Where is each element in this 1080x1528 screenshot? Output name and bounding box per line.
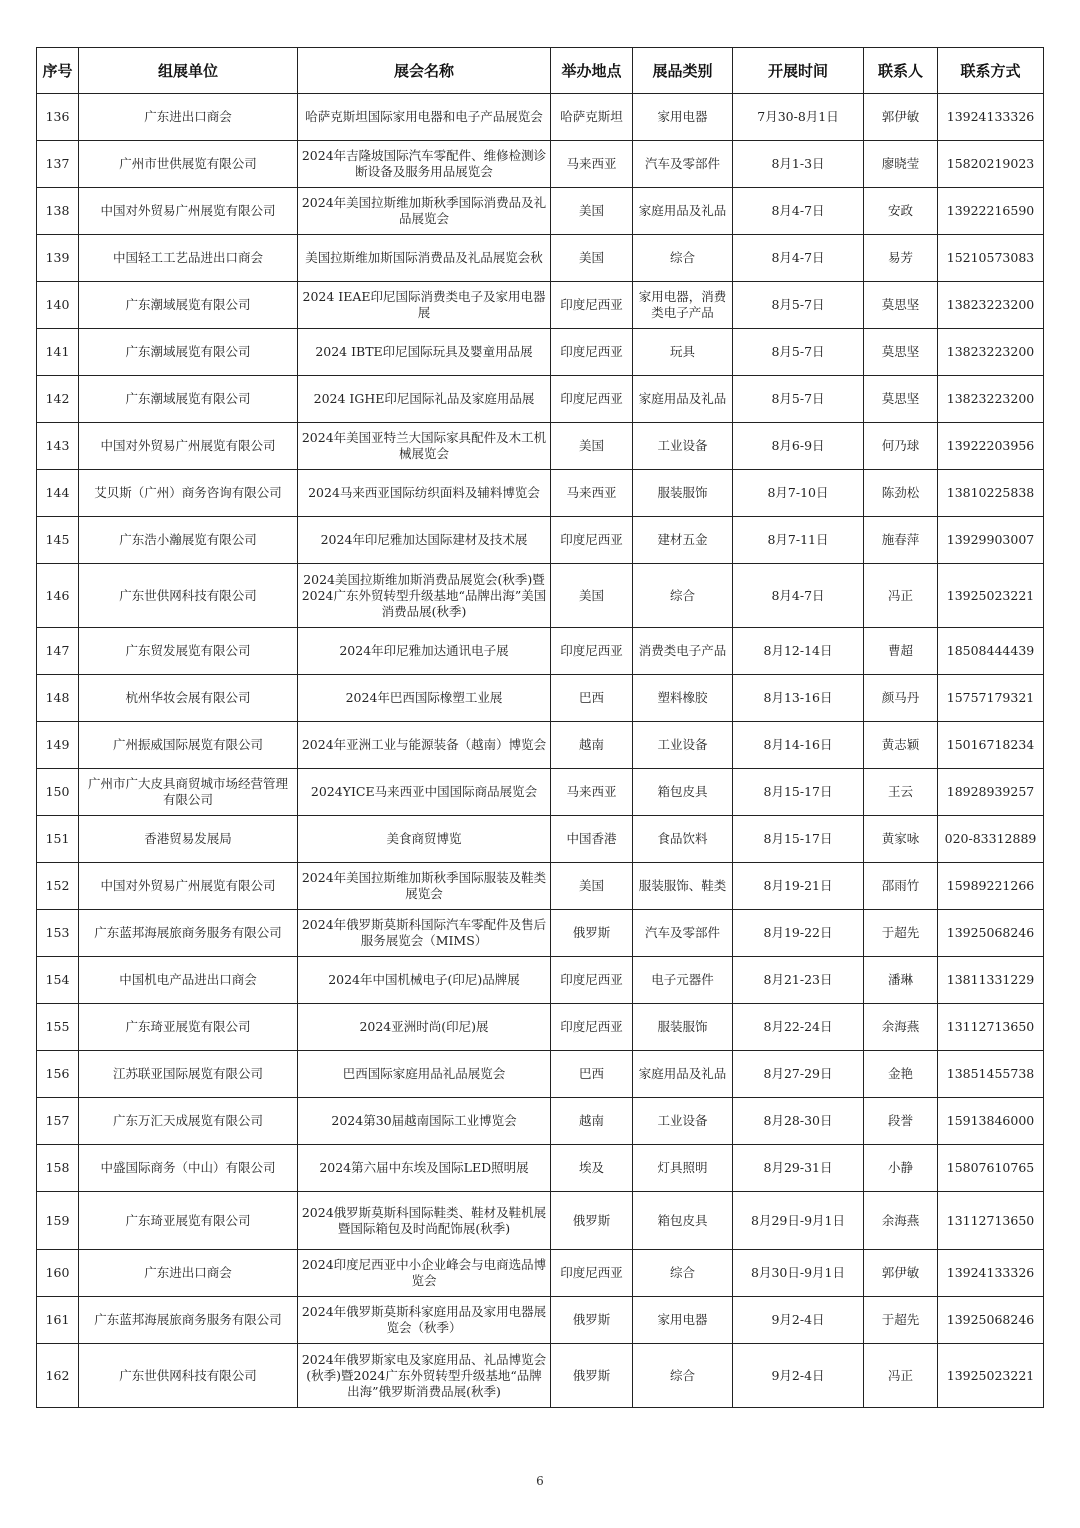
cell-place: 中国香港	[551, 816, 633, 863]
cell-org: 广东贸发展览有限公司	[79, 628, 298, 675]
cell-org: 中国机电产品进出口商会	[79, 957, 298, 1004]
cell-date: 8月15-17日	[733, 769, 864, 816]
cell-place: 美国	[551, 235, 633, 282]
cell-contact: 于超先	[864, 910, 938, 957]
cell-org: 杭州华妆会展有限公司	[79, 675, 298, 722]
cell-contact: 于超先	[864, 1297, 938, 1344]
cell-phone: 15820219023	[938, 141, 1044, 188]
cell-category: 电子元器件	[633, 957, 733, 1004]
cell-contact: 黄家咏	[864, 816, 938, 863]
table-row	[37, 1192, 1044, 1250]
cell-no: 153	[37, 910, 79, 957]
cell-date: 9月2-4日	[733, 1344, 864, 1408]
cell-contact: 冯正	[864, 564, 938, 628]
cell-name: 2024年美国拉斯维加斯秋季国际消费品及礼品展览会	[298, 188, 551, 235]
cell-contact: 潘琳	[864, 957, 938, 1004]
cell-name: 2024年俄罗斯家电及家庭用品、礼品博览会(秋季)暨2024广东外贸转型升级基地“品牌出海”俄罗斯消费品展(秋季)	[298, 1344, 551, 1408]
cell-place: 马来西亚	[551, 769, 633, 816]
table-row	[37, 1098, 1044, 1145]
cell-no: 160	[37, 1250, 79, 1297]
table-row	[37, 188, 1044, 235]
cell-phone: 13925068246	[938, 910, 1044, 957]
cell-contact: 余海燕	[864, 1004, 938, 1051]
cell-date: 8月5-7日	[733, 282, 864, 329]
cell-date: 8月19-22日	[733, 910, 864, 957]
cell-name: 2024YICE马来西亚中国国际商品展览会	[298, 769, 551, 816]
table-header-row	[37, 48, 1044, 94]
cell-phone: 13823223200	[938, 282, 1044, 329]
cell-contact: 黄志颖	[864, 722, 938, 769]
cell-name: 2024年美国亚特兰大国际家具配件及木工机械展览会	[298, 423, 551, 470]
cell-no: 158	[37, 1145, 79, 1192]
cell-org: 广州市广大皮具商贸城市场经营管理有限公司	[79, 769, 298, 816]
table-row	[37, 722, 1044, 769]
header-phone: 联系方式	[938, 48, 1044, 94]
cell-place: 美国	[551, 564, 633, 628]
cell-org: 广州市世供展览有限公司	[79, 141, 298, 188]
cell-no: 162	[37, 1344, 79, 1408]
cell-place: 美国	[551, 188, 633, 235]
cell-phone: 13823223200	[938, 329, 1044, 376]
cell-date: 8月4-7日	[733, 188, 864, 235]
cell-place: 印度尼西亚	[551, 376, 633, 423]
table-row	[37, 769, 1044, 816]
header-no: 序号	[37, 48, 79, 94]
cell-date: 8月30日-9月1日	[733, 1250, 864, 1297]
cell-name: 2024年中国机械电子(印尼)品牌展	[298, 957, 551, 1004]
cell-category: 汽车及零部件	[633, 910, 733, 957]
cell-org: 广东蓝邦海展旅商务服务有限公司	[79, 910, 298, 957]
cell-phone: 15757179321	[938, 675, 1044, 722]
cell-category: 服装服饰、鞋类	[633, 863, 733, 910]
cell-no: 139	[37, 235, 79, 282]
cell-date: 7月30-8月1日	[733, 94, 864, 141]
cell-place: 美国	[551, 423, 633, 470]
header-date: 开展时间	[733, 48, 864, 94]
table-row	[37, 94, 1044, 141]
cell-name: 2024年俄罗斯莫斯科家庭用品及家用电器展览会（秋季）	[298, 1297, 551, 1344]
cell-place: 印度尼西亚	[551, 628, 633, 675]
cell-org: 广州振威国际展览有限公司	[79, 722, 298, 769]
cell-date: 8月22-24日	[733, 1004, 864, 1051]
cell-date: 9月2-4日	[733, 1297, 864, 1344]
cell-category: 箱包皮具	[633, 769, 733, 816]
cell-phone: 13922216590	[938, 188, 1044, 235]
cell-org: 中国对外贸易广州展览有限公司	[79, 188, 298, 235]
cell-no: 142	[37, 376, 79, 423]
cell-no: 136	[37, 94, 79, 141]
cell-contact: 余海燕	[864, 1192, 938, 1250]
table-row	[37, 1004, 1044, 1051]
cell-org: 广东潮域展览有限公司	[79, 329, 298, 376]
cell-phone: 13811331229	[938, 957, 1044, 1004]
cell-no: 137	[37, 141, 79, 188]
table-row	[37, 1145, 1044, 1192]
cell-org: 艾贝斯（广州）商务咨询有限公司	[79, 470, 298, 517]
cell-name: 2024年俄罗斯莫斯科国际汽车零配件及售后服务展览会（MIMS）	[298, 910, 551, 957]
cell-contact: 王云	[864, 769, 938, 816]
cell-phone: 13112713650	[938, 1192, 1044, 1250]
cell-date: 8月5-7日	[733, 376, 864, 423]
cell-category: 家庭用品及礼品	[633, 188, 733, 235]
cell-date: 8月28-30日	[733, 1098, 864, 1145]
cell-org: 广东万汇天成展览有限公司	[79, 1098, 298, 1145]
table-row	[37, 517, 1044, 564]
table-row	[37, 1297, 1044, 1344]
cell-contact: 邵雨竹	[864, 863, 938, 910]
table-row	[37, 675, 1044, 722]
cell-contact: 冯正	[864, 1344, 938, 1408]
cell-contact: 陈劲松	[864, 470, 938, 517]
cell-name: 2024年吉隆坡国际汽车零配件、维修检测诊断设备及服务用品展览会	[298, 141, 551, 188]
cell-no: 157	[37, 1098, 79, 1145]
cell-contact: 郭伊敏	[864, 1250, 938, 1297]
cell-date: 8月15-17日	[733, 816, 864, 863]
cell-no: 149	[37, 722, 79, 769]
cell-phone: 15913846000	[938, 1098, 1044, 1145]
cell-category: 塑料橡胶	[633, 675, 733, 722]
cell-date: 8月29日-9月1日	[733, 1192, 864, 1250]
cell-no: 151	[37, 816, 79, 863]
cell-category: 工业设备	[633, 1098, 733, 1145]
cell-name: 2024马来西亚国际纺织面料及辅料博览会	[298, 470, 551, 517]
cell-phone: 13823223200	[938, 376, 1044, 423]
table-row	[37, 282, 1044, 329]
cell-no: 145	[37, 517, 79, 564]
cell-phone: 13112713650	[938, 1004, 1044, 1051]
cell-org: 中国对外贸易广州展览有限公司	[79, 863, 298, 910]
cell-date: 8月6-9日	[733, 423, 864, 470]
cell-no: 148	[37, 675, 79, 722]
cell-org: 中盛国际商务（中山）有限公司	[79, 1145, 298, 1192]
cell-place: 印度尼西亚	[551, 1250, 633, 1297]
cell-category: 汽车及零部件	[633, 141, 733, 188]
cell-category: 综合	[633, 1250, 733, 1297]
cell-contact: 段誉	[864, 1098, 938, 1145]
cell-place: 印度尼西亚	[551, 957, 633, 1004]
cell-no: 155	[37, 1004, 79, 1051]
cell-place: 越南	[551, 722, 633, 769]
cell-no: 161	[37, 1297, 79, 1344]
cell-name: 巴西国际家庭用品礼品展览会	[298, 1051, 551, 1098]
cell-category: 玩具	[633, 329, 733, 376]
cell-name: 2024俄罗斯莫斯科国际鞋类、鞋材及鞋机展暨国际箱包及时尚配饰展(秋季)	[298, 1192, 551, 1250]
header-category: 展品类别	[633, 48, 733, 94]
cell-name: 2024年美国拉斯维加斯秋季国际服装及鞋类展览会	[298, 863, 551, 910]
cell-org: 广东世供网科技有限公司	[79, 564, 298, 628]
cell-phone: 15016718234	[938, 722, 1044, 769]
cell-category: 灯具照明	[633, 1145, 733, 1192]
cell-date: 8月21-23日	[733, 957, 864, 1004]
cell-org: 香港贸易发展局	[79, 816, 298, 863]
cell-date: 8月19-21日	[733, 863, 864, 910]
header-place: 举办地点	[551, 48, 633, 94]
header-org: 组展单位	[79, 48, 298, 94]
table-row	[37, 628, 1044, 675]
cell-phone: 13922203956	[938, 423, 1044, 470]
cell-phone: 18928939257	[938, 769, 1044, 816]
cell-org: 广东浩小瀚展览有限公司	[79, 517, 298, 564]
cell-category: 综合	[633, 1344, 733, 1408]
cell-no: 143	[37, 423, 79, 470]
table-row	[37, 1344, 1044, 1408]
cell-date: 8月14-16日	[733, 722, 864, 769]
cell-place: 巴西	[551, 675, 633, 722]
cell-contact: 莫思坚	[864, 329, 938, 376]
cell-org: 广东潮域展览有限公司	[79, 376, 298, 423]
cell-no: 141	[37, 329, 79, 376]
cell-no: 147	[37, 628, 79, 675]
cell-contact: 安政	[864, 188, 938, 235]
cell-place: 印度尼西亚	[551, 282, 633, 329]
cell-phone: 15989221266	[938, 863, 1044, 910]
cell-category: 消费类电子产品	[633, 628, 733, 675]
cell-category: 服装服饰	[633, 470, 733, 517]
cell-place: 俄罗斯	[551, 1344, 633, 1408]
cell-contact: 金艳	[864, 1051, 938, 1098]
cell-org: 广东蓝邦海展旅商务服务有限公司	[79, 1297, 298, 1344]
cell-name: 美食商贸博览	[298, 816, 551, 863]
table-row	[37, 470, 1044, 517]
cell-contact: 颜马丹	[864, 675, 938, 722]
cell-org: 广东潮域展览有限公司	[79, 282, 298, 329]
table-row	[37, 329, 1044, 376]
cell-category: 家庭用品及礼品	[633, 376, 733, 423]
cell-date: 8月7-11日	[733, 517, 864, 564]
cell-name: 2024第30届越南国际工业博览会	[298, 1098, 551, 1145]
cell-phone: 13810225838	[938, 470, 1044, 517]
cell-phone: 13851455738	[938, 1051, 1044, 1098]
cell-category: 家用电器	[633, 1297, 733, 1344]
cell-place: 俄罗斯	[551, 1297, 633, 1344]
cell-phone: 13924133326	[938, 94, 1044, 141]
cell-no: 152	[37, 863, 79, 910]
cell-place: 巴西	[551, 1051, 633, 1098]
cell-phone: 020-83312889	[938, 816, 1044, 863]
cell-name: 2024年印尼雅加达通讯电子展	[298, 628, 551, 675]
table-row	[37, 423, 1044, 470]
cell-phone: 13929903007	[938, 517, 1044, 564]
cell-contact: 莫思坚	[864, 282, 938, 329]
cell-contact: 小静	[864, 1145, 938, 1192]
cell-org: 广东琦亚展览有限公司	[79, 1004, 298, 1051]
cell-name: 2024 IEAE印尼国际消费类电子及家用电器展	[298, 282, 551, 329]
cell-name: 2024第六届中东埃及国际LED照明展	[298, 1145, 551, 1192]
table-row	[37, 816, 1044, 863]
table-row	[37, 235, 1044, 282]
cell-org: 广东世供网科技有限公司	[79, 1344, 298, 1408]
cell-no: 138	[37, 188, 79, 235]
cell-no: 154	[37, 957, 79, 1004]
cell-phone: 13925023221	[938, 1344, 1044, 1408]
cell-place: 哈萨克斯坦	[551, 94, 633, 141]
cell-place: 埃及	[551, 1145, 633, 1192]
cell-date: 8月13-16日	[733, 675, 864, 722]
cell-date: 8月1-3日	[733, 141, 864, 188]
cell-date: 8月12-14日	[733, 628, 864, 675]
cell-place: 印度尼西亚	[551, 1004, 633, 1051]
cell-contact: 曹超	[864, 628, 938, 675]
cell-place: 美国	[551, 863, 633, 910]
cell-place: 马来西亚	[551, 470, 633, 517]
exhibition-table	[36, 47, 1044, 1408]
cell-name: 美国拉斯维加斯国际消费品及礼品展览会秋	[298, 235, 551, 282]
cell-org: 广东琦亚展览有限公司	[79, 1192, 298, 1250]
header-contact: 联系人	[864, 48, 938, 94]
cell-phone: 18508444439	[938, 628, 1044, 675]
cell-no: 156	[37, 1051, 79, 1098]
table-row	[37, 1250, 1044, 1297]
cell-no: 146	[37, 564, 79, 628]
cell-org: 广东进出口商会	[79, 1250, 298, 1297]
cell-category: 工业设备	[633, 722, 733, 769]
cell-category: 建材五金	[633, 517, 733, 564]
cell-org: 中国轻工工艺品进出口商会	[79, 235, 298, 282]
cell-date: 8月7-10日	[733, 470, 864, 517]
cell-place: 印度尼西亚	[551, 329, 633, 376]
cell-place: 马来西亚	[551, 141, 633, 188]
cell-contact: 郭伊敏	[864, 94, 938, 141]
cell-no: 144	[37, 470, 79, 517]
cell-contact: 施春萍	[864, 517, 938, 564]
cell-name: 2024美国拉斯维加斯消费品展览会(秋季)暨2024广东外贸转型升级基地“品牌出海”美国消费品展(秋季)	[298, 564, 551, 628]
table-row	[37, 910, 1044, 957]
cell-name: 2024 IBTE印尼国际玩具及婴童用品展	[298, 329, 551, 376]
cell-name: 哈萨克斯坦国际家用电器和电子产品展览会	[298, 94, 551, 141]
cell-category: 服装服饰	[633, 1004, 733, 1051]
cell-org: 中国对外贸易广州展览有限公司	[79, 423, 298, 470]
cell-phone: 13925068246	[938, 1297, 1044, 1344]
cell-date: 8月29-31日	[733, 1145, 864, 1192]
cell-phone: 13925023221	[938, 564, 1044, 628]
table-row	[37, 1051, 1044, 1098]
cell-date: 8月4-7日	[733, 564, 864, 628]
table-row	[37, 863, 1044, 910]
cell-category: 食品饮料	[633, 816, 733, 863]
header-name: 展会名称	[298, 48, 551, 94]
cell-place: 印度尼西亚	[551, 517, 633, 564]
table-row	[37, 957, 1044, 1004]
cell-date: 8月27-29日	[733, 1051, 864, 1098]
cell-category: 综合	[633, 564, 733, 628]
cell-place: 越南	[551, 1098, 633, 1145]
cell-phone: 15807610765	[938, 1145, 1044, 1192]
cell-place: 俄罗斯	[551, 1192, 633, 1250]
table-row	[37, 376, 1044, 423]
cell-phone: 13924133326	[938, 1250, 1044, 1297]
cell-contact: 廖晓莹	[864, 141, 938, 188]
cell-category: 箱包皮具	[633, 1192, 733, 1250]
cell-name: 2024亚洲时尚(印尼)展	[298, 1004, 551, 1051]
cell-no: 140	[37, 282, 79, 329]
cell-no: 150	[37, 769, 79, 816]
cell-name: 2024 IGHE印尼国际礼品及家庭用品展	[298, 376, 551, 423]
cell-date: 8月5-7日	[733, 329, 864, 376]
cell-date: 8月4-7日	[733, 235, 864, 282]
cell-no: 159	[37, 1192, 79, 1250]
cell-category: 综合	[633, 235, 733, 282]
cell-category: 工业设备	[633, 423, 733, 470]
cell-phone: 15210573083	[938, 235, 1044, 282]
cell-contact: 何乃球	[864, 423, 938, 470]
cell-place: 俄罗斯	[551, 910, 633, 957]
table-row	[37, 141, 1044, 188]
cell-category: 家庭用品及礼品	[633, 1051, 733, 1098]
cell-name: 2024年亚洲工业与能源装备（越南）博览会	[298, 722, 551, 769]
cell-org: 广东进出口商会	[79, 94, 298, 141]
cell-name: 2024年巴西国际橡塑工业展	[298, 675, 551, 722]
cell-contact: 莫思坚	[864, 376, 938, 423]
table-row	[37, 564, 1044, 628]
cell-contact: 易芳	[864, 235, 938, 282]
cell-name: 2024印度尼西亚中小企业峰会与电商选品博览会	[298, 1250, 551, 1297]
cell-name: 2024年印尼雅加达国际建材及技术展	[298, 517, 551, 564]
cell-category: 家用电器，消费类电子产品	[633, 282, 733, 329]
cell-category: 家用电器	[633, 94, 733, 141]
cell-org: 江苏联亚国际展览有限公司	[79, 1051, 298, 1098]
page-number: 6	[536, 1474, 544, 1488]
